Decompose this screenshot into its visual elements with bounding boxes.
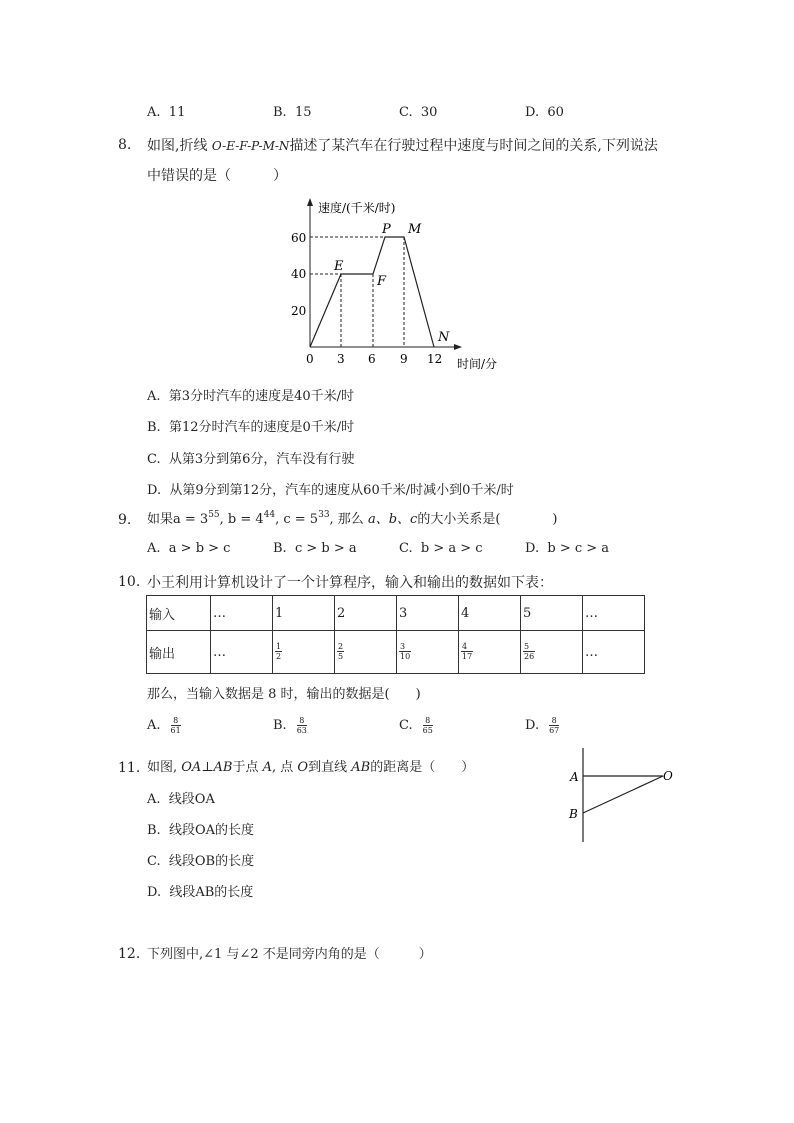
io-cell: 4	[459, 596, 521, 631]
point-f: F	[377, 274, 387, 289]
q8-option-c: C. 从第3分到第6分，汽车没有行驶	[147, 452, 355, 467]
q8-stem-line1: 如图,折线 O-E-F-P-M-N描述了某汽车在行驶过程中速度与时间之间的关系,下列说法	[147, 138, 658, 154]
q9-option-d: D. b > c > a	[525, 541, 610, 556]
q10-option-c: C. $\frac{8}{65}$	[399, 716, 433, 735]
fig-label-a: A	[570, 770, 579, 784]
q10-option-d: D. $\frac{8}{67}$	[525, 716, 560, 735]
q7-option-b: B. 15	[273, 105, 312, 120]
io-cell: …	[211, 596, 273, 631]
q10-option-a: A. $\frac{8}{61}$	[147, 716, 181, 735]
q7-option-a: A. 11	[147, 105, 186, 120]
xtick-3: 3	[337, 352, 345, 366]
io-cell: 输出	[147, 631, 211, 674]
ytick-60: 60	[291, 231, 307, 245]
q12-stem: 下列图中,∠1 与∠2 不是同旁内角的是（ ）	[147, 947, 432, 962]
q9-option-c: C. b > a > c	[399, 541, 483, 556]
io-cell: …	[583, 631, 645, 674]
q11-option-c: C. 线段OB的长度	[147, 854, 255, 869]
io-cell: …	[583, 596, 645, 631]
q7-option-d: D. 60	[525, 105, 564, 120]
q11-option-b: B. 线段OA的长度	[147, 823, 254, 838]
q10-stem: 小王利用计算机设计了一个计算程序，输入和输出的数据如下表：	[147, 575, 553, 591]
q11-stem: 如图, OA⊥AB于点 A, 点 O到直线 AB的距离是（ ）	[147, 760, 475, 775]
q9-option-b: B. c > b > a	[273, 541, 357, 556]
speed-time-graph	[280, 192, 520, 372]
point-e: E	[334, 259, 344, 274]
io-cell: $\frac{3}{10}$	[397, 631, 459, 674]
io-cell: $\frac{4}{17}$	[459, 631, 521, 674]
q12-number: 12.	[118, 946, 141, 962]
q8-option-b: B. 第12分时汽车的速度是0千米/时	[147, 420, 355, 435]
q10-follow: 那么，当输入数据是 8 时，输出的数据是( )	[147, 687, 421, 702]
io-cell: 1	[273, 596, 335, 631]
xtick-6: 6	[368, 352, 376, 366]
perpendicular-figure	[565, 745, 685, 845]
ytick-20: 20	[291, 304, 307, 318]
q9-stem: 如果$a = 3^{55}$, $b = 4^{44}$, $c = 5^{33}$, 那么 a、b、c的大小关系是( )	[147, 510, 558, 527]
q8-option-a: A. 第3分时汽车的速度是40千米/时	[147, 389, 354, 404]
q10-option-b: B. $\frac{8}{63}$	[273, 716, 307, 735]
ytick-40: 40	[291, 267, 307, 281]
q8-number: 8.	[118, 137, 132, 153]
q8-option-d: D. 从第9分到第12分，汽车的速度从60千米/时减小到0千米/时	[147, 483, 514, 498]
speed-line	[310, 237, 434, 347]
io-cell: 3	[397, 596, 459, 631]
q8-stem-line2: 中错误的是（ ）	[147, 168, 287, 184]
point-m: M	[408, 222, 422, 237]
fig-label-o: O	[663, 769, 673, 783]
io-cell: $\frac{1}{2}$	[273, 631, 335, 674]
fig-label-b: B	[569, 807, 578, 821]
io-cell: 2	[335, 596, 397, 631]
q10-number: 10.	[118, 574, 141, 590]
xtick-9: 9	[400, 352, 408, 366]
io-cell: 输入	[147, 596, 211, 631]
q7-option-c: C. 30	[399, 105, 438, 120]
io-cell: $\frac{5}{26}$	[521, 631, 583, 674]
point-p: P	[382, 222, 391, 237]
q11-option-a: A. 线段OA	[147, 792, 215, 807]
io-cell: 5	[521, 596, 583, 631]
q11-number: 11.	[118, 760, 141, 776]
io-cell: $\frac{2}{5}$	[335, 631, 397, 674]
io-table	[146, 595, 645, 674]
point-n: N	[438, 330, 450, 345]
xtick-0: 0	[306, 352, 314, 366]
graph-xlabel: 时间/分	[457, 357, 498, 371]
graph-ylabel: 速度/(千米/时)	[318, 201, 396, 215]
io-cell: …	[211, 631, 273, 674]
q9-option-a: A. a > b > c	[147, 541, 231, 556]
q9-number: 9.	[118, 512, 132, 528]
q11-option-d: D. 线段AB的长度	[147, 885, 254, 900]
xtick-12: 12	[427, 352, 443, 366]
